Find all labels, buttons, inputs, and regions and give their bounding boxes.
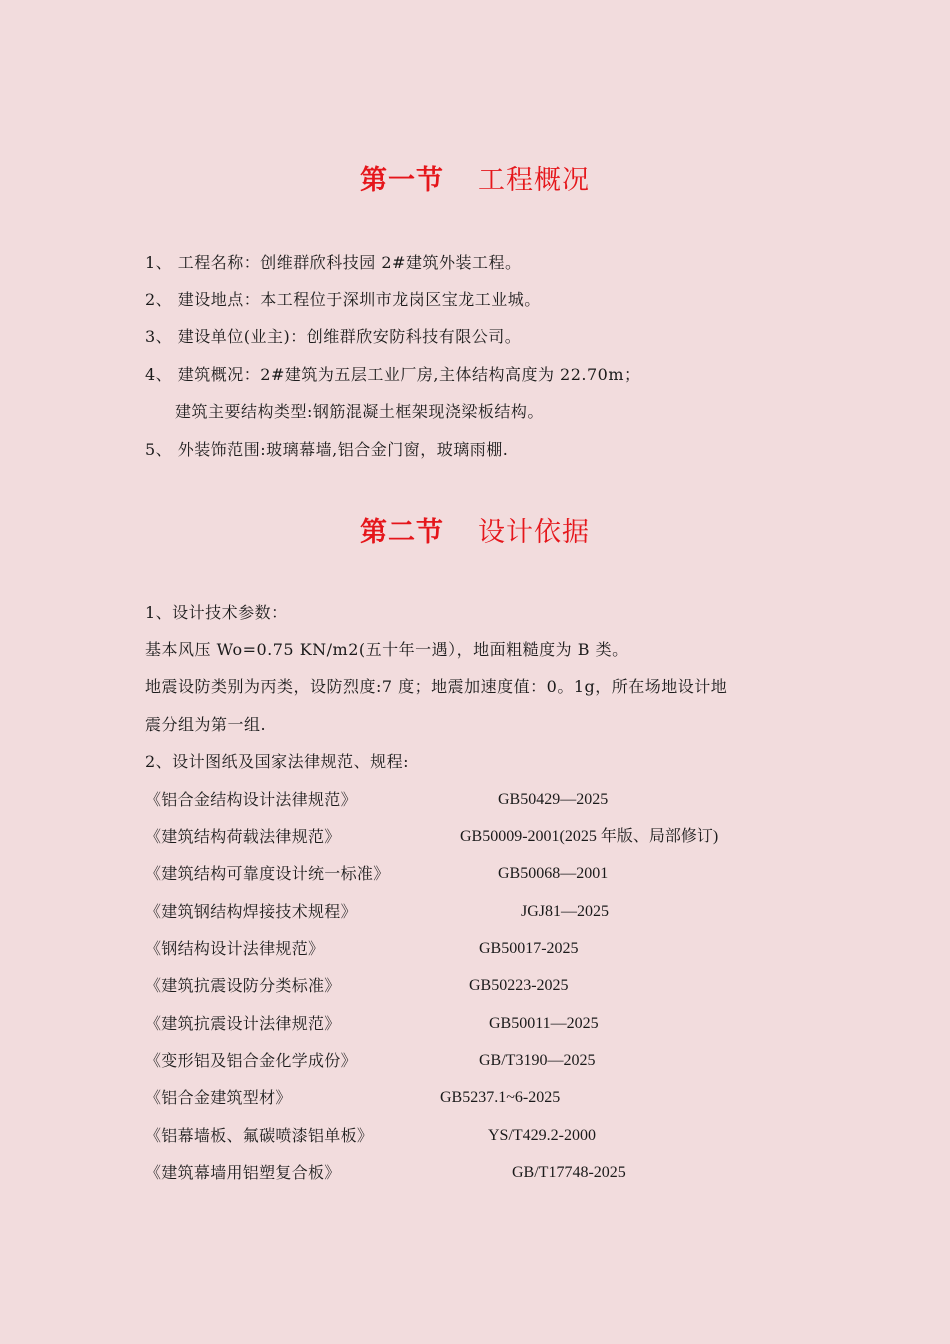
section-heading-2 [0, 510, 950, 549]
standard-code: GB50011—2025 [489, 1015, 599, 1032]
paragraph: 5、 外装饰范围:玻璃幕墙,铝合金门窗，玻璃雨棚. [145, 440, 509, 459]
standard-code: JGJ81—2025 [521, 903, 610, 920]
section-heading-1 [0, 158, 950, 197]
standard-code: YS/T429.2-2000 [488, 1127, 596, 1144]
standard-code: GB50017-2025 [479, 940, 579, 957]
paragraph: 1、 工程名称：创维群欣科技园 2#建筑外装工程。 [145, 253, 522, 272]
paragraph: 1、设计技术参数： [145, 603, 288, 622]
section-number: 第一节 [360, 165, 444, 196]
paragraph: 2、 建设地点：本工程位于深圳市龙岗区宝龙工业城。 [145, 290, 541, 309]
paragraph: 基本风压 Wo=0.75 KN/m2(五十年一遇），地面粗糙度为 B 类。 [145, 640, 629, 659]
section-title: 工程概况 [478, 165, 590, 196]
standard-code: GB50429—2025 [498, 791, 609, 808]
standard-code: GB50009-2001(2025 年版、局部修订) [460, 828, 719, 845]
paragraph: 3、 建设单位(业主)：创维群欣安防科技有限公司。 [145, 327, 522, 346]
paragraph: 建筑主要结构类型:钢筋混凝土框架现浇梁板结构。 [175, 402, 544, 421]
standard-name: 《建筑结构可靠度设计统一标准》 [145, 864, 390, 883]
standard-name: 《变形铝及铝合金化学成份》 [145, 1051, 357, 1070]
standard-name: 《建筑幕墙用铝塑复合板》 [145, 1163, 341, 1182]
standard-name: 《建筑抗震设计法律规范》 [145, 1014, 341, 1033]
paragraph: 震分组为第一组. [145, 715, 267, 734]
paragraph: 2、设计图纸及国家法律规范、规程: [145, 752, 410, 771]
paragraph: 4、 建筑概况：2#建筑为五层工业厂房,主体结构高度为 22.70m； [145, 365, 641, 384]
standard-name: 《钢结构设计法律规范》 [145, 939, 325, 958]
standard-code: GB50068—2001 [498, 865, 609, 882]
standard-code: GB/T17748-2025 [512, 1164, 626, 1181]
standard-name: 《建筑抗震设防分类标准》 [145, 976, 341, 995]
standard-code: GB/T3190—2025 [479, 1052, 596, 1069]
section-title: 设计依据 [478, 517, 590, 548]
standard-code: GB5237.1~6-2025 [440, 1089, 561, 1106]
standard-name: 《建筑钢结构焊接技术规程》 [145, 902, 357, 921]
standard-name: 《建筑结构荷载法律规范》 [145, 827, 341, 846]
standard-name: 《铝合金建筑型材》 [145, 1088, 292, 1107]
standard-name: 《铝幕墙板、氟碳喷漆铝单板》 [145, 1126, 374, 1145]
paragraph: 地震设防类别为丙类，设防烈度:7 度；地震加速度值：0。1g，所在场地设计地 [145, 677, 728, 696]
standard-name: 《铝合金结构设计法律规范》 [145, 790, 357, 809]
standard-code: GB50223-2025 [469, 977, 569, 994]
section-number: 第二节 [360, 517, 444, 548]
